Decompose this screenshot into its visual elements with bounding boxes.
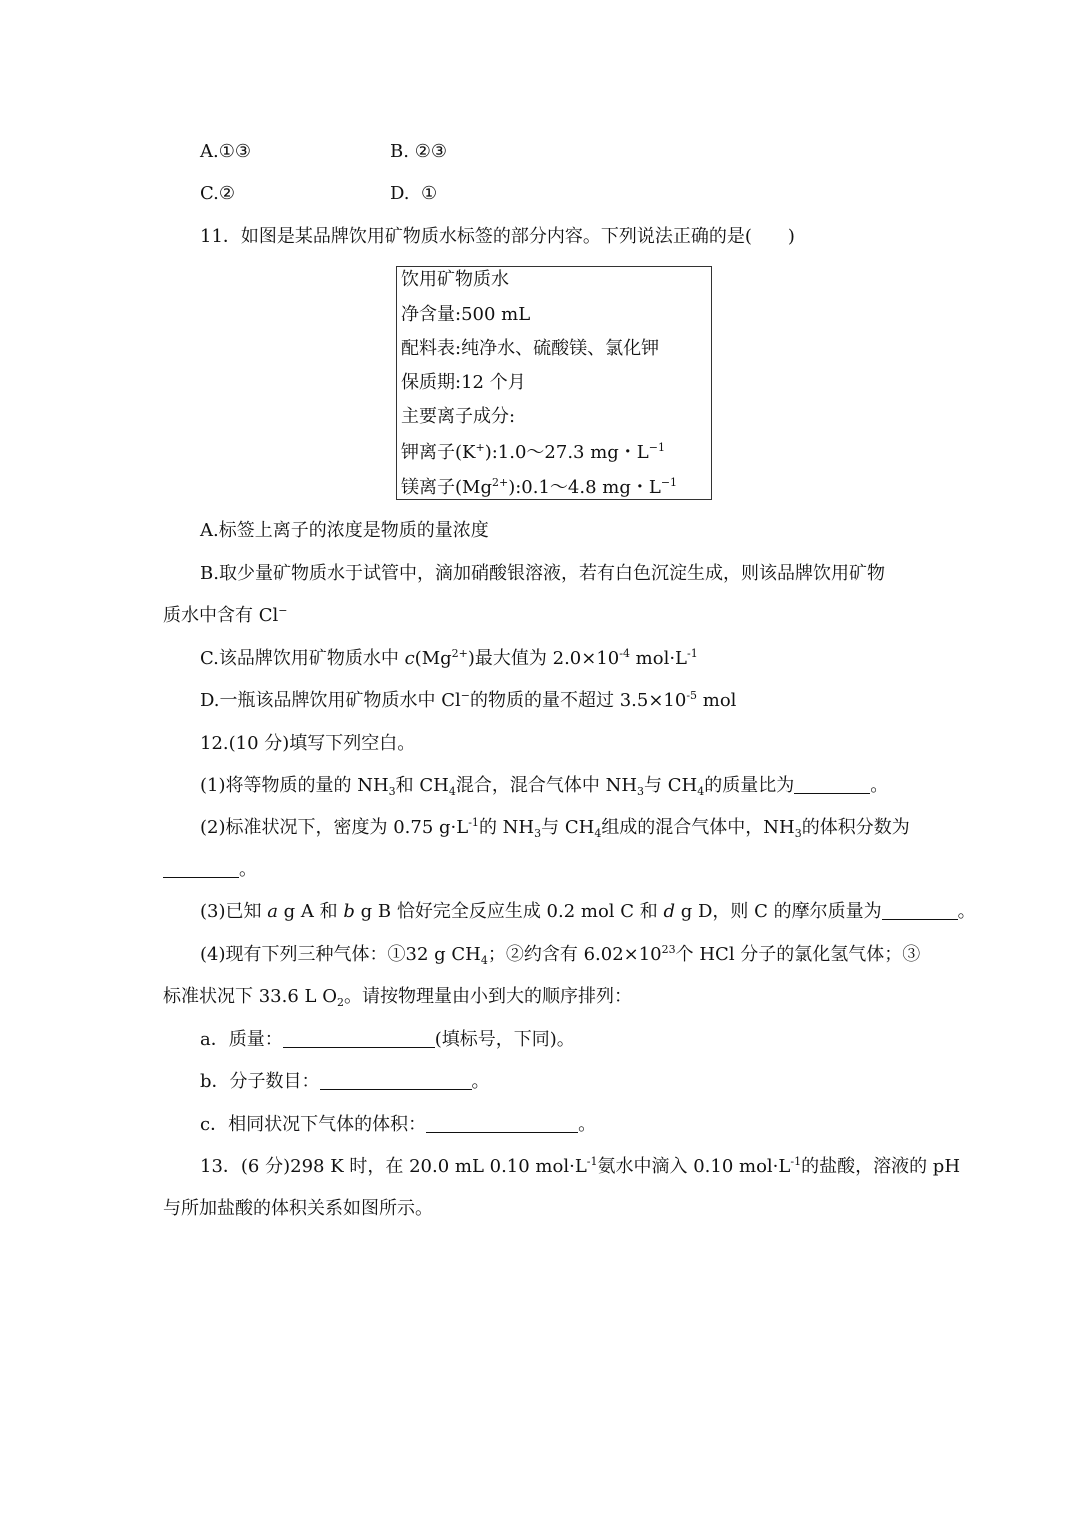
q11-stem: 11．如图是某品牌饮用矿物质水标签的部分内容。下列说法正确的是( ) bbox=[200, 226, 795, 247]
label-ions-head: 主要离子成分: bbox=[401, 406, 516, 427]
answer-blank[interactable] bbox=[320, 1071, 472, 1090]
label-title: 饮用矿物质水 bbox=[401, 269, 509, 290]
q12-part3: (3)已知 a g A 和 b g B 恰好完全反应生成 0.2 mol C 和 d g D，则 C 的摩尔质量为 。 bbox=[200, 901, 976, 922]
q12-part4-b: b．分子数目： 。 bbox=[200, 1071, 490, 1092]
q11-option-a: A.标签上离子的浓度是物质的量浓度 bbox=[200, 520, 489, 541]
q11-option-c: C.该品牌饮用矿物质水中 $c(Mg^{2+})$最大值为 $2.0\times 10^{-4}$ $mol\cdot L^{-1}$ bbox=[200, 647, 698, 669]
answer-blank[interactable] bbox=[794, 775, 870, 794]
label-ingredients: 配料表:纯净水、硫酸镁、氯化钾 bbox=[401, 338, 660, 359]
answer-blank[interactable] bbox=[882, 901, 958, 920]
q11-option-b-line1: B.取少量矿物质水于试管中，滴加硝酸银溶液，若有白色沉淀生成，则该品牌饮用矿物 bbox=[200, 563, 885, 584]
q12-part4-line1: (4)现有下列三种气体：①32 g $CH_4$；②约含有 $6.02\times 10^{23}$个 HCl 分子的氯化氢气体；③ bbox=[200, 943, 921, 967]
q11-option-b-line2: 质水中含有 Cl− bbox=[163, 604, 288, 626]
label-net: 净含量:500 mL bbox=[401, 304, 531, 325]
label-shelf-life: 保质期:12 个月 bbox=[401, 372, 526, 393]
q12-part4-a: a．质量： (填标号，下同)。 bbox=[200, 1029, 575, 1050]
q11-option-d: D.一瓶该品牌饮用矿物质水中 Cl−的物质的量不超过 $3.5\times 10^{-5}$ mol bbox=[200, 689, 737, 711]
q12-part4-line2: 标准状况下 33.6 L $O_2$。请按物理量由小到大的顺序排列： bbox=[163, 986, 632, 1009]
option-d: D. ① bbox=[390, 183, 438, 204]
q12-part4-c: c．相同状况下气体的体积： 。 bbox=[200, 1114, 597, 1135]
answer-blank[interactable] bbox=[163, 859, 239, 878]
q13-line1: 13．(6 分)298 K 时，在 20.0 mL 0.10 $mol\cdot L^{-1}$氨水中滴入 0.10 $mol\cdot L^{-1}$的盐酸，溶液的 pH bbox=[200, 1155, 961, 1177]
q13-line2: 与所加盐酸的体积关系如图所示。 bbox=[163, 1198, 433, 1219]
answer-blank[interactable] bbox=[426, 1114, 578, 1133]
label-potassium: 钾离子(K+):1.0～27.3 mg・$L^{-1}$ bbox=[401, 441, 665, 463]
q12-stem: 12.(10 分)填写下列空白。 bbox=[200, 733, 416, 754]
q12-part1: (1)将等物质的量的 $NH_3$和 $CH_4$混合，混合气体中 $NH_3$与 $CH_4$的质量比为 。 bbox=[200, 775, 889, 798]
option-c: C.② bbox=[200, 183, 235, 204]
option-a: A.①③ bbox=[200, 141, 252, 162]
q12-part2: (2)标准状况下，密度为 0.75 $g\cdot L^{-1}$的 $NH_3$与 $CH_4$组成的混合气体中，$NH_3$的体积分数为 bbox=[200, 816, 910, 840]
answer-blank[interactable] bbox=[283, 1029, 435, 1048]
product-label-box bbox=[396, 266, 712, 500]
option-b: B. ②③ bbox=[390, 141, 447, 162]
label-magnesium: 镁离子$(Mg^{2+}):0.1\sim 4.8$ mg・$L^{-1}$ bbox=[401, 476, 678, 498]
q12-part2-end: 。 bbox=[163, 858, 257, 882]
